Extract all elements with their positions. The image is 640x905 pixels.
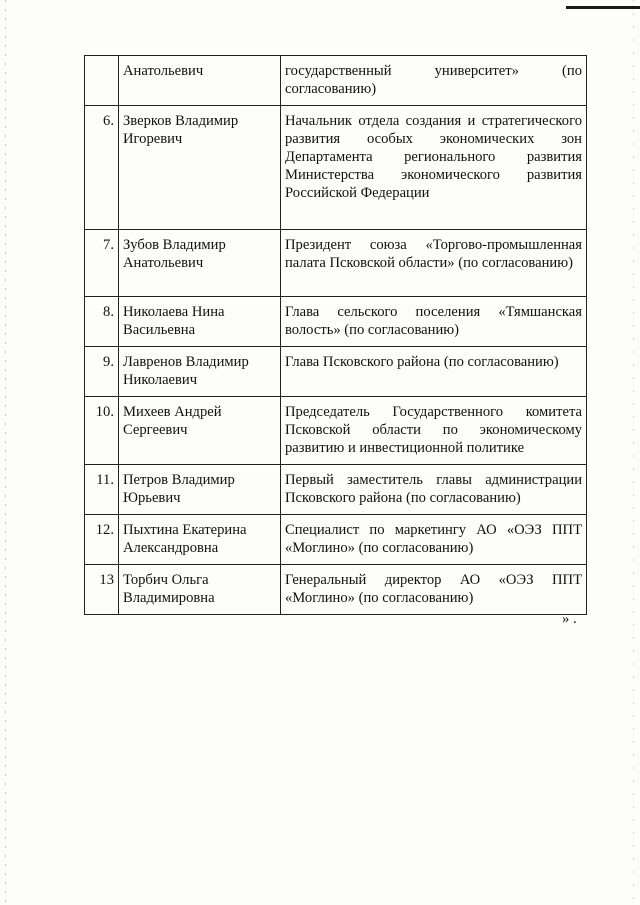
closing-quote: » . <box>562 611 577 627</box>
row-number <box>85 56 119 106</box>
member-name: Михеев Андрей Сергеевич <box>119 397 281 465</box>
member-name: Торбич Ольга Владимировна <box>119 565 281 615</box>
member-position: государственный университет» (по согласованию) <box>281 56 587 106</box>
member-position: Первый заместитель главы администрации Псковского района (по согласованию) <box>281 465 587 515</box>
row-number: 11. <box>85 465 119 515</box>
members-table <box>84 55 587 615</box>
table-row <box>85 56 587 106</box>
member-position: Глава сельского поселения «Тямшанская волость» (по согласованию) <box>281 297 587 347</box>
row-number: 7. <box>85 230 119 297</box>
table-row <box>85 106 587 230</box>
member-name: Пыхтина Екатерина Александровна <box>119 515 281 565</box>
row-number: 8. <box>85 297 119 347</box>
member-position: Председатель Государственного комитета Псковской области по экономическому развитию и инвестиционной политике <box>281 397 587 465</box>
member-name: Зверков Владимир Игоревич <box>119 106 281 230</box>
row-number: 9. <box>85 347 119 397</box>
table-row <box>85 347 587 397</box>
row-number: 12. <box>85 515 119 565</box>
table-row <box>85 397 587 465</box>
table-row <box>85 565 587 615</box>
scan-margin-noise-right <box>633 0 634 905</box>
member-position: Специалист по маркетингу АО «ОЭЗ ППТ «Моглино» (по согласованию) <box>281 515 587 565</box>
table-row <box>85 230 587 297</box>
scan-edge-mark <box>566 6 640 9</box>
member-name: Анатольевич <box>119 56 281 106</box>
member-position: Глава Псковского района (по согласованию) <box>281 347 587 397</box>
table-row <box>85 297 587 347</box>
member-name: Зубов Владимир Анатольевич <box>119 230 281 297</box>
member-name: Николаева Нина Васильевна <box>119 297 281 347</box>
table-row <box>85 465 587 515</box>
table-row <box>85 515 587 565</box>
scan-margin-noise-left <box>5 0 6 905</box>
row-number: 13 <box>85 565 119 615</box>
member-position: Генеральный директор АО «ОЭЗ ППТ «Моглино» (по согласованию) <box>281 565 587 615</box>
member-position: Начальник отдела создания и стратегического развития особых экономических зон Департамента регионального развития Министерства экономического развития Российской Федерации <box>281 106 587 230</box>
member-name: Лавренов Владимир Николаевич <box>119 347 281 397</box>
row-number: 6. <box>85 106 119 230</box>
member-name: Петров Владимир Юрьевич <box>119 465 281 515</box>
member-position: Президент союза «Торгово-промышленная палата Псковской области» (по согласованию) <box>281 230 587 297</box>
row-number: 10. <box>85 397 119 465</box>
